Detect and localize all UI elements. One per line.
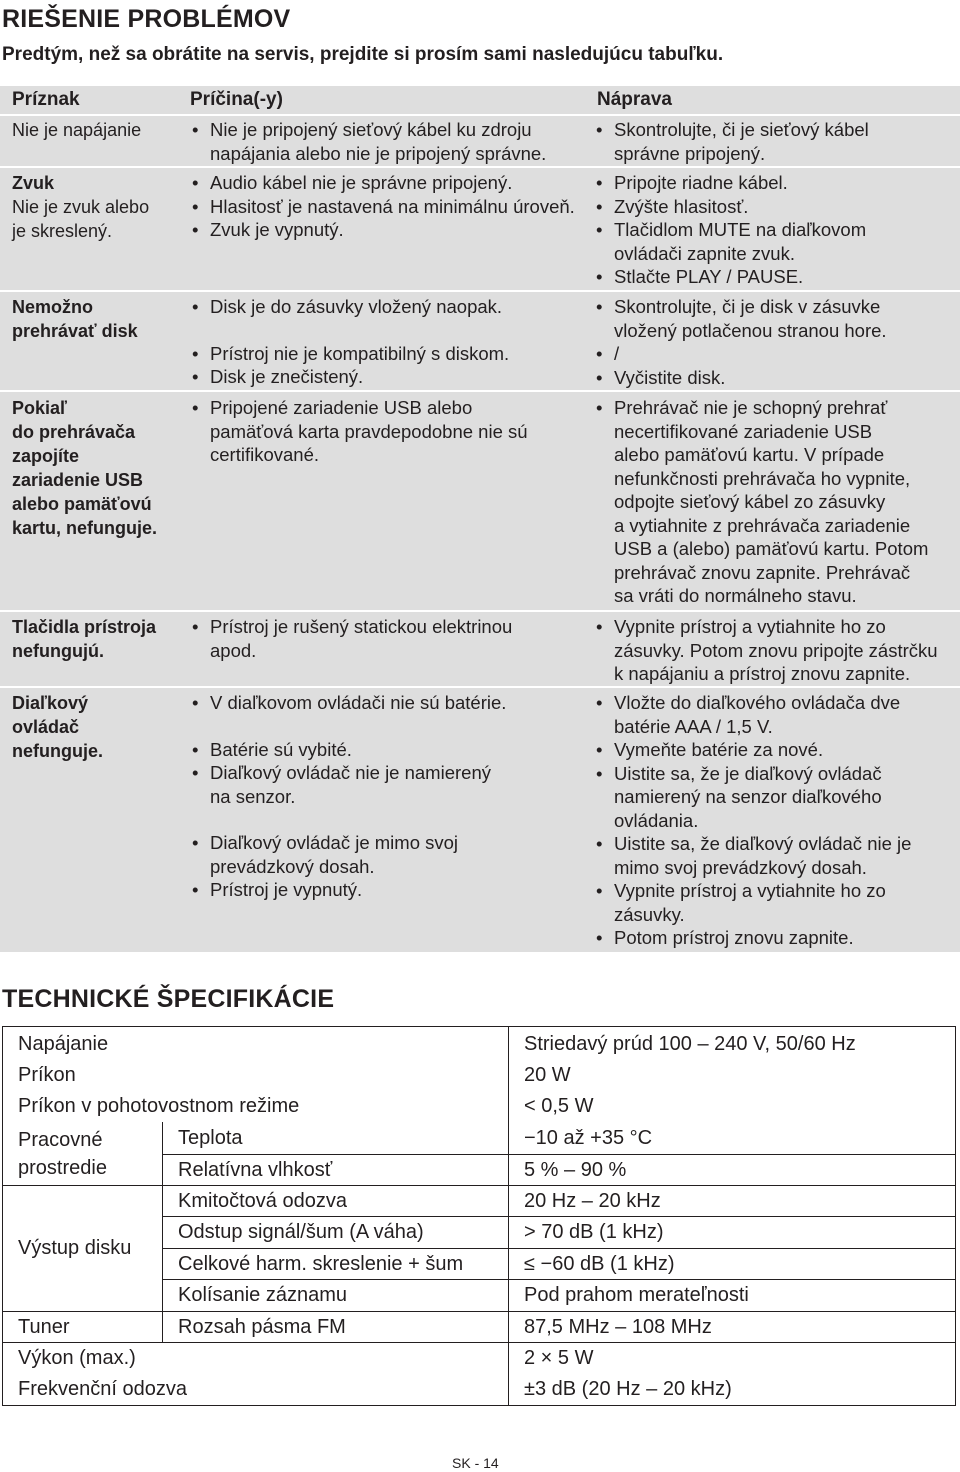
spec-param: Frekvenční odozva [18,1378,187,1400]
row-symptom: Tlačidla prístroja nefungujú. [12,617,157,661]
list-item: • Prehrávač nie je schopný prehrať necertifikované zariadenie USB alebo pamäťovú kartu. V prípade nefunkčnosti prehrávača ho vypnite, odpojte sieťový kábel zo zásuvky a vytiahnite z prehrávača zariadenie USB a (alebo) pamäťovú kartu. Potom prehrávač znovu zapnite. Prehrávač sa vráti do normálneho stavu. [592,396,952,608]
list-item: • Vyčistite disk. [592,366,952,390]
divider [162,1279,956,1280]
divider [2,1185,956,1186]
row-remedies [592,118,952,165]
row-remedies [592,615,952,686]
spec-value: ±3 dB (20 Hz – 20 kHz) [524,1378,732,1400]
list-item: • Zvuk je vypnutý. [188,218,588,242]
list-item: • Audio kábel nie je správne pripojený. [188,171,588,195]
spec-param: Príkon [18,1064,76,1086]
page-number: SK - 14 [452,1455,499,1471]
row-causes [188,615,588,662]
spec-value: > 70 dB (1 kHz) [524,1221,664,1243]
row-causes [188,396,588,467]
list-item: • Prístroj je vypnutý. [188,878,588,902]
spec-param: Tuner [18,1316,70,1338]
row-symptom: Zvuk Nie je zvuk alebo je skreslený. [12,173,150,241]
row-remedies [592,171,952,289]
spec-sub: Kolísanie záznamu [178,1284,347,1306]
list-item: • Skontrolujte, či je disk v zásuvke vložený potlačenou stranou hore. [592,295,952,342]
spec-param: Príkon v pohotovostnom režime [18,1095,300,1117]
row-remedies [592,396,952,608]
list-item: • / [592,342,952,366]
list-item: • Nie je pripojený sieťový kábel ku zdroju napájania alebo nie je pripojený správne. [188,118,588,165]
list-item: • V diaľkovom ovládači nie sú batérie. [188,691,588,715]
row-remedies [592,295,952,389]
spec-value: −10 až +35 °C [524,1127,653,1149]
header-cause: Príčina(-y) [190,89,283,110]
row-causes [188,691,588,902]
row-symptom: Diaľkový ovládač nefunguje. [12,693,103,761]
spec-param: Výkon (max.) [18,1347,136,1369]
divider [162,1154,956,1155]
list-item: • Diaľkový ovládač nie je namierený na senzor. [188,761,588,808]
list-item: • Uistite sa, že diaľkový ovládač nie je mimo svoj prevádzkový dosah. [592,832,952,879]
row-symptom: Pokiaľ do prehrávača zapojíte zariadenie USB alebo pamäťovú kartu, nefunguje. [12,398,158,538]
spec-value: 20 Hz – 20 kHz [524,1190,661,1212]
list-item: • Potom prístroj znovu zapnite. [592,926,952,950]
list-item: • Zvýšte hlasitosť. [592,195,952,219]
list-item: • Uistite sa, že je diaľkový ovládač namierený na senzor diaľkového ovládania. [592,762,952,833]
spec-sub: Kmitočtová odozva [178,1190,347,1212]
row-remedies [592,691,952,950]
list-item: • Prístroj je rušený statickou elektrinou apod. [188,615,588,662]
row-symptom: Nie je napájanie [12,120,142,140]
list-item: • Vypnite prístroj a vytiahnite ho zo zásuvky. [592,879,952,926]
list-item: • Tlačidlom MUTE na diaľkovom ovládači zapnite zvuk. [592,218,952,265]
list-item: • Prístroj nie je kompatibilný s diskom. [188,342,588,366]
spec-value: Striedavý prúd 100 – 240 V, 50/60 Hz [524,1033,856,1055]
spec-value: < 0,5 W [524,1095,594,1117]
list-item: • Pripojené zariadenie USB alebo pamäťová karta pravdepodobne nie sú certifikované. [188,396,588,467]
spec-sub: Celkové harm. skreslenie + šum [178,1253,464,1275]
spec-value: 5 % – 90 % [524,1159,627,1181]
row-symptom: Nemožno prehrávať disk [12,297,138,341]
divider [508,1026,509,1406]
divider [162,1248,956,1249]
list-item: • Skontrolujte, či je sieťový kábel správne pripojený. [592,118,952,165]
spec-sub: Relatívna vlhkosť [178,1159,333,1181]
spec-sub: Teplota [178,1127,243,1149]
list-item: • Pripojte riadne kábel. [592,171,952,195]
list-item: • Disk je do zásuvky vložený naopak. [188,295,588,319]
spec-sub: Rozsah pásma FM [178,1316,346,1338]
spec-value: 2 × 5 W [524,1347,594,1369]
divider [2,1342,956,1343]
list-item: • Hlasitosť je nastavená na minimálnu úroveň. [188,195,588,219]
divider [162,1216,956,1217]
spec-value: Pod prahom merateľnosti [524,1284,749,1306]
spec-param: Napájanie [18,1033,109,1055]
specs-title: TECHNICKÉ ŠPECIFIKÁCIE [2,985,335,1013]
list-item: • Disk je znečistený. [188,365,588,389]
troubleshooting-title: RIEŠENIE PROBLÉMOV [2,5,291,33]
list-item: • Batérie sú vybité. [188,738,588,762]
row-causes [188,171,588,242]
spec-value: ≤ −60 dB (1 kHz) [524,1253,675,1275]
row-causes [188,118,588,165]
spec-group: Pracovné [18,1129,103,1151]
spec-group: prostredie [18,1157,107,1179]
spec-sub: Odstup signál/šum (A váha) [178,1221,424,1243]
list-item: • Vypnite prístroj a vytiahnite ho zo zásuvky. Potom znovu pripojte zástrčku k napájaniu a prístroj znovu zapnite. [592,615,952,686]
header-symptom: Príznak [12,89,80,110]
troubleshooting-intro: Predtým, než sa obrátite na servis, prejdite si prosím sami nasledujúcu tabuľku. [2,44,724,65]
list-item: • Diaľkový ovládač je mimo svoj prevádzkový dosah. [188,831,588,878]
spec-group: Výstup disku [18,1237,132,1259]
list-item: • Vložte do diaľkového ovládača dve batérie AAA / 1,5 V. [592,691,952,738]
spec-value: 20 W [524,1064,571,1086]
row-causes [188,295,588,389]
list-item: • Vymeňte batérie za nové. [592,738,952,762]
header-remedy: Náprava [597,89,672,110]
divider [2,1311,956,1312]
table-header-band [0,86,960,114]
list-item: • Stlačte PLAY / PAUSE. [592,265,952,289]
spec-value: 87,5 MHz – 108 MHz [524,1316,712,1338]
divider [162,1122,163,1342]
